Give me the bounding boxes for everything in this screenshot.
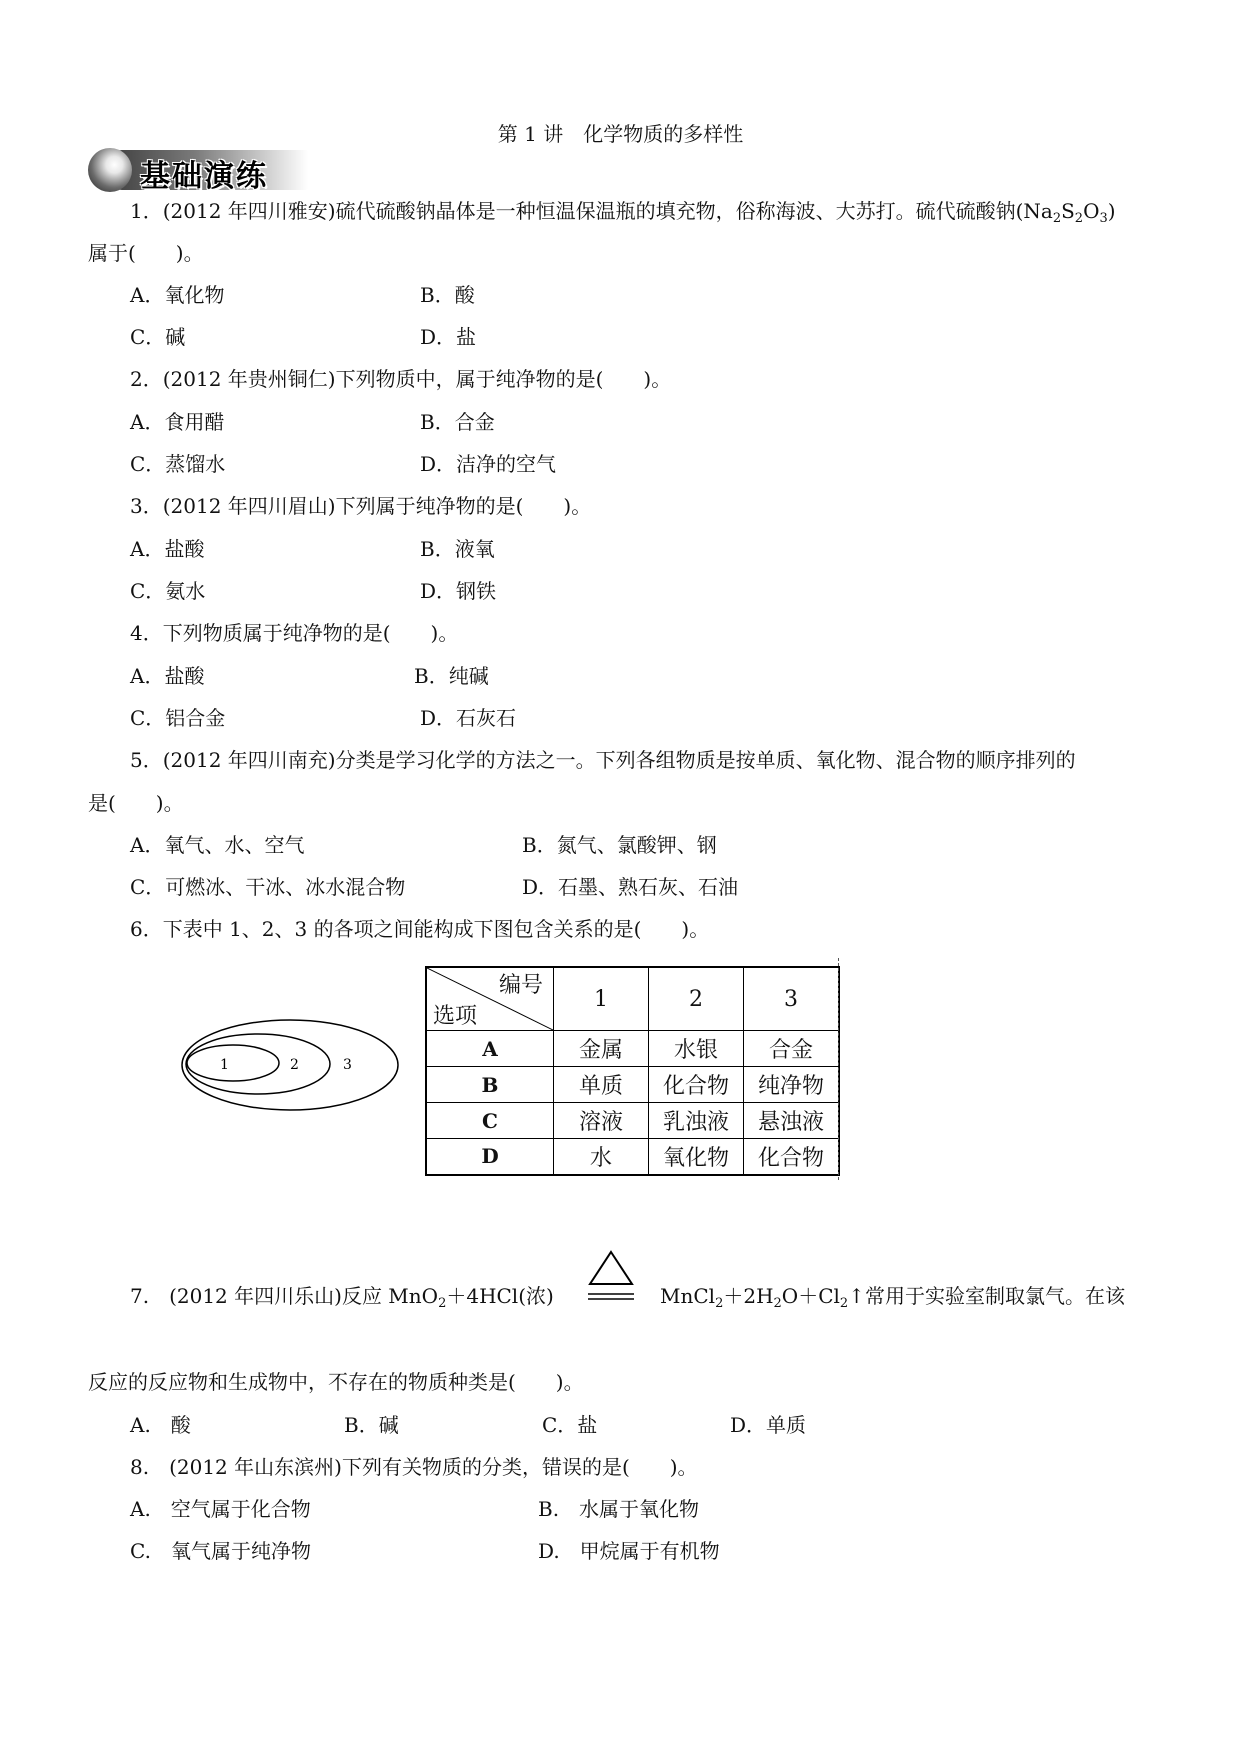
row-label: D: [426, 1139, 554, 1175]
table-cell: 水银: [649, 1031, 744, 1067]
page-title: 第 1 讲 化学物质的多样性: [497, 122, 744, 146]
q7-option-c: C．盐: [542, 1413, 598, 1437]
table-cell: 乳浊液: [649, 1103, 744, 1139]
table-cell: 氧化物: [649, 1139, 744, 1175]
q7-option-d: D．单质: [730, 1413, 807, 1437]
row-label: C: [426, 1103, 554, 1139]
q8-option-d: D. 甲烷属于有机物: [538, 1539, 720, 1563]
q7-option-a: A. 酸: [130, 1413, 191, 1437]
q3-option-b: B．液氧: [420, 537, 495, 561]
inclusion-diagram: [180, 1018, 400, 1112]
q8-option-a: A. 空气属于化合物: [130, 1497, 311, 1521]
row-label: A: [426, 1031, 554, 1067]
q1-stem-line1: 1．(2012 年四川雅安)硫代硫酸钠晶体是一种恒温保温瓶的填充物，俗称海波、大苏打。硫代硫酸钠$(Na_2S_2O_3)$: [130, 199, 1116, 226]
q6-stem: 6．下表中 1、2、3 的各项之间能构成下图包含关系的是( )。: [130, 917, 710, 941]
q1-option-a: A．氧化物: [130, 283, 225, 307]
q8-stem: 8. (2012 年山东滨州)下列有关物质的分类，错误的是( )。: [130, 1455, 698, 1479]
section-title: 基础演练: [140, 159, 268, 194]
q1-option-b: B．酸: [420, 283, 475, 307]
q7-stem-pre: 7. (2012 年四川乐山)反应 MnO$_2$＋4HCl(浓): [130, 1284, 554, 1311]
q1-stem-line2: 属于( )。: [88, 241, 204, 265]
q7-stem-post: $MnCl_2+2H_2O+Cl_2↑$常用于实验室制取氯气。在该: [660, 1284, 1125, 1311]
table-header-2: 2: [649, 967, 744, 1031]
corner-bottom-label: 选项: [433, 1004, 478, 1029]
q2-option-d: D．洁净的空气: [420, 452, 557, 476]
table-cell: 悬浊液: [744, 1103, 840, 1139]
q2-option-c: C．蒸馏水: [130, 452, 226, 476]
table-cell: 化合物: [649, 1067, 744, 1103]
table-corner-cell: [426, 967, 554, 1031]
q4-stem: 4．下列物质属于纯净物的是( )。: [130, 621, 459, 645]
table-cell: 水: [554, 1139, 649, 1175]
q4-option-d: D．石灰石: [420, 706, 517, 730]
table-row: [426, 1103, 839, 1139]
table-cell: 金属: [554, 1031, 649, 1067]
q4-option-c: C．铝合金: [130, 706, 226, 730]
q3-option-c: C．氨水: [130, 579, 206, 603]
q7-option-b: B．碱: [344, 1413, 399, 1437]
q4-option-a: A．盐酸: [130, 664, 205, 688]
table-row: [426, 1031, 839, 1067]
table-cell: 溶液: [554, 1103, 649, 1139]
q5-option-b: B．氮气、氯酸钾、钢: [522, 833, 717, 857]
diagram-label-2: 2: [290, 1057, 299, 1073]
section-banner: [88, 148, 320, 194]
banner-ball-icon: [88, 148, 132, 192]
q1-option-c: C．碱: [130, 325, 186, 349]
table-row: [426, 1139, 839, 1175]
row-label: B: [426, 1067, 554, 1103]
diagram-label-1: 1: [220, 1057, 229, 1073]
table-cell: 合金: [744, 1031, 840, 1067]
q2-stem: 2．(2012 年贵州铜仁)下列物质中，属于纯净物的是( )。: [130, 367, 672, 391]
q6-table: [425, 966, 840, 1176]
q8-option-b: B. 水属于氧化物: [538, 1497, 700, 1521]
q4-option-b: B．纯碱: [414, 664, 489, 688]
q5-option-d: D．石墨、熟石灰、石油: [522, 875, 739, 899]
q7-stem-line2: 反应的反应物和生成物中，不存在的物质种类是( )。: [88, 1370, 584, 1394]
q2-option-a: A．食用醋: [130, 410, 225, 434]
q3-option-a: A．盐酸: [130, 537, 205, 561]
q5-option-a: A．氧气、水、空气: [130, 833, 305, 857]
q3-stem: 3．(2012 年四川眉山)下列属于纯净物的是( )。: [130, 494, 592, 518]
table-cell: 纯净物: [744, 1067, 840, 1103]
q1-option-d: D．盐: [420, 325, 477, 349]
q8-option-c: C. 氧气属于纯净物: [130, 1539, 311, 1563]
q5-stem-line2: 是( )。: [88, 791, 184, 815]
table-cell: 单质: [554, 1067, 649, 1103]
q2-option-b: B．合金: [420, 410, 495, 434]
diagram-label-3: 3: [343, 1057, 352, 1073]
table-cell: 化合物: [744, 1139, 840, 1175]
q3-option-d: D．钢铁: [420, 579, 497, 603]
heating-condition-icon: [586, 1250, 636, 1306]
table-header-3: 3: [744, 967, 840, 1031]
q5-stem-line1: 5．(2012 年四川南充)分类是学习化学的方法之一。下列各组物质是按单质、氧化物、混合物的顺序排列的: [130, 748, 1076, 772]
q5-option-c: C．可燃冰、干冰、冰水混合物: [130, 875, 406, 899]
table-edge-dash: [838, 958, 839, 1180]
table-row: [426, 1067, 839, 1103]
table-header-1: 1: [554, 967, 649, 1031]
corner-top-label: 编号: [498, 973, 543, 998]
table-header-row: [426, 967, 839, 1031]
